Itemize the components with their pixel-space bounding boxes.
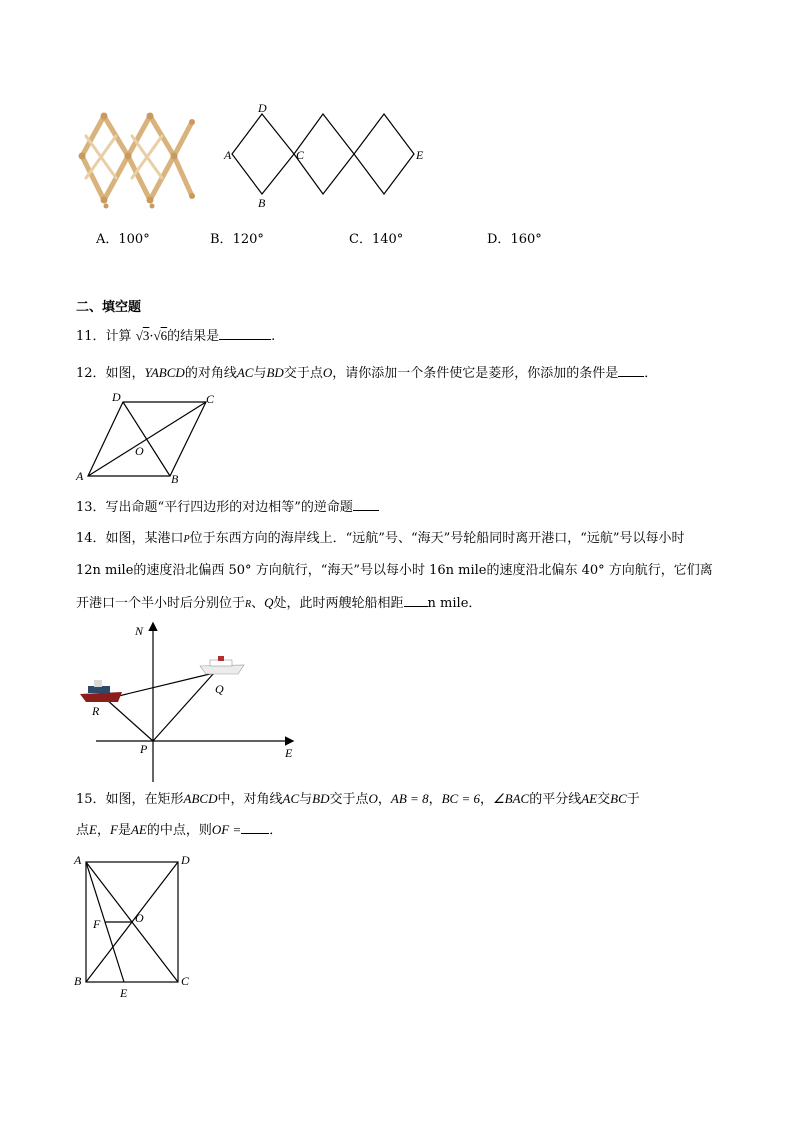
label-f: F (93, 917, 101, 931)
answer-blank-11[interactable] (219, 327, 271, 340)
sqrt-6: √6 (153, 328, 168, 343)
option-c[interactable] (349, 228, 403, 247)
label-c: C (296, 148, 305, 162)
label-a: A (74, 853, 82, 867)
question-12: 12．如图，YABCD的对角线AC与BD交于点O，请你添加一个条件使它是菱形，你添加的条件是 ． (76, 365, 658, 381)
question-15-line-2: 点E，F是AE的中点，则OF = ． (76, 822, 283, 838)
question-14-line-1: 14．如图，某港口P位于东西方向的海岸线上．“远航”号、“海天”号轮船同时离开港口，“远航”号以每小时 (76, 531, 685, 546)
option-c-letter: C． (349, 232, 372, 247)
parallelogram-abcd: YABCD (144, 365, 185, 380)
option-a-value: 100° (118, 232, 150, 247)
label-b: B (171, 472, 179, 486)
label-b: B (258, 196, 266, 210)
question-14-line-3: 开港口一个半小时后分别位于R、Q处，此时两艘轮船相距 n mile． (76, 595, 482, 611)
label-o: O (135, 444, 144, 458)
dot-operator: · (149, 329, 154, 344)
ship-r-icon (80, 680, 122, 702)
option-b[interactable] (210, 228, 264, 247)
label-b: B (74, 974, 82, 988)
question-11: 11．计算 √3·√6的结果是 . (76, 328, 276, 344)
section-title-fill-in: 二、填空题 (76, 300, 142, 315)
label-e: E (285, 746, 293, 760)
question-15-line-1: 15．如图，在矩形ABCD中，对角线AC与BD交于点O，AB = 8，BC = 6，∠BAC的平分线AE交BC于 (76, 791, 640, 807)
label-n: N (135, 624, 144, 638)
answer-blank-12[interactable] (618, 364, 644, 377)
parallelogram-diagram (76, 394, 226, 486)
answer-blank-14[interactable] (404, 594, 428, 607)
label-c: C (206, 392, 215, 406)
label-p: P (140, 742, 148, 756)
option-d-value: 160° (510, 232, 542, 247)
option-a-letter: A． (96, 232, 119, 247)
label-d: D (258, 101, 267, 115)
option-d[interactable] (487, 228, 542, 247)
q11-num: 11．计算 (76, 329, 132, 344)
sqrt-3: √3 (135, 328, 150, 343)
question-13: 13．写出命题“平行四边形的对边相等”的逆命题 (76, 498, 379, 517)
label-a: A (224, 148, 232, 162)
navigation-diagram (76, 618, 306, 784)
label-a: A (76, 469, 84, 483)
option-b-value: 120° (232, 232, 264, 247)
answer-blank-13[interactable] (353, 498, 379, 511)
label-q: Q (215, 682, 224, 696)
question-14-line-2: 12n mile的速度沿北偏西 50° 方向航行，“海天”号以每小时 16n mile的速度沿北偏东 40° 方向航行，它们离 (76, 563, 713, 578)
label-c: C (181, 974, 190, 988)
option-d-letter: D． (487, 232, 511, 247)
option-a[interactable] (96, 228, 150, 247)
answer-blank-15[interactable] (241, 821, 269, 834)
rhombus-chain-diagram (224, 100, 434, 212)
label-e: E (416, 148, 424, 162)
label-d: D (112, 390, 121, 404)
folding-rack-photo (76, 108, 198, 212)
label-o: O (135, 911, 144, 925)
label-e: E (120, 986, 128, 1000)
ship-q-icon (200, 656, 244, 674)
option-c-value: 140° (371, 232, 404, 247)
label-d: D (181, 853, 190, 867)
label-r: R (92, 704, 100, 718)
q11-tail: 的结果是 (167, 329, 220, 344)
option-b-letter: B． (210, 232, 233, 247)
